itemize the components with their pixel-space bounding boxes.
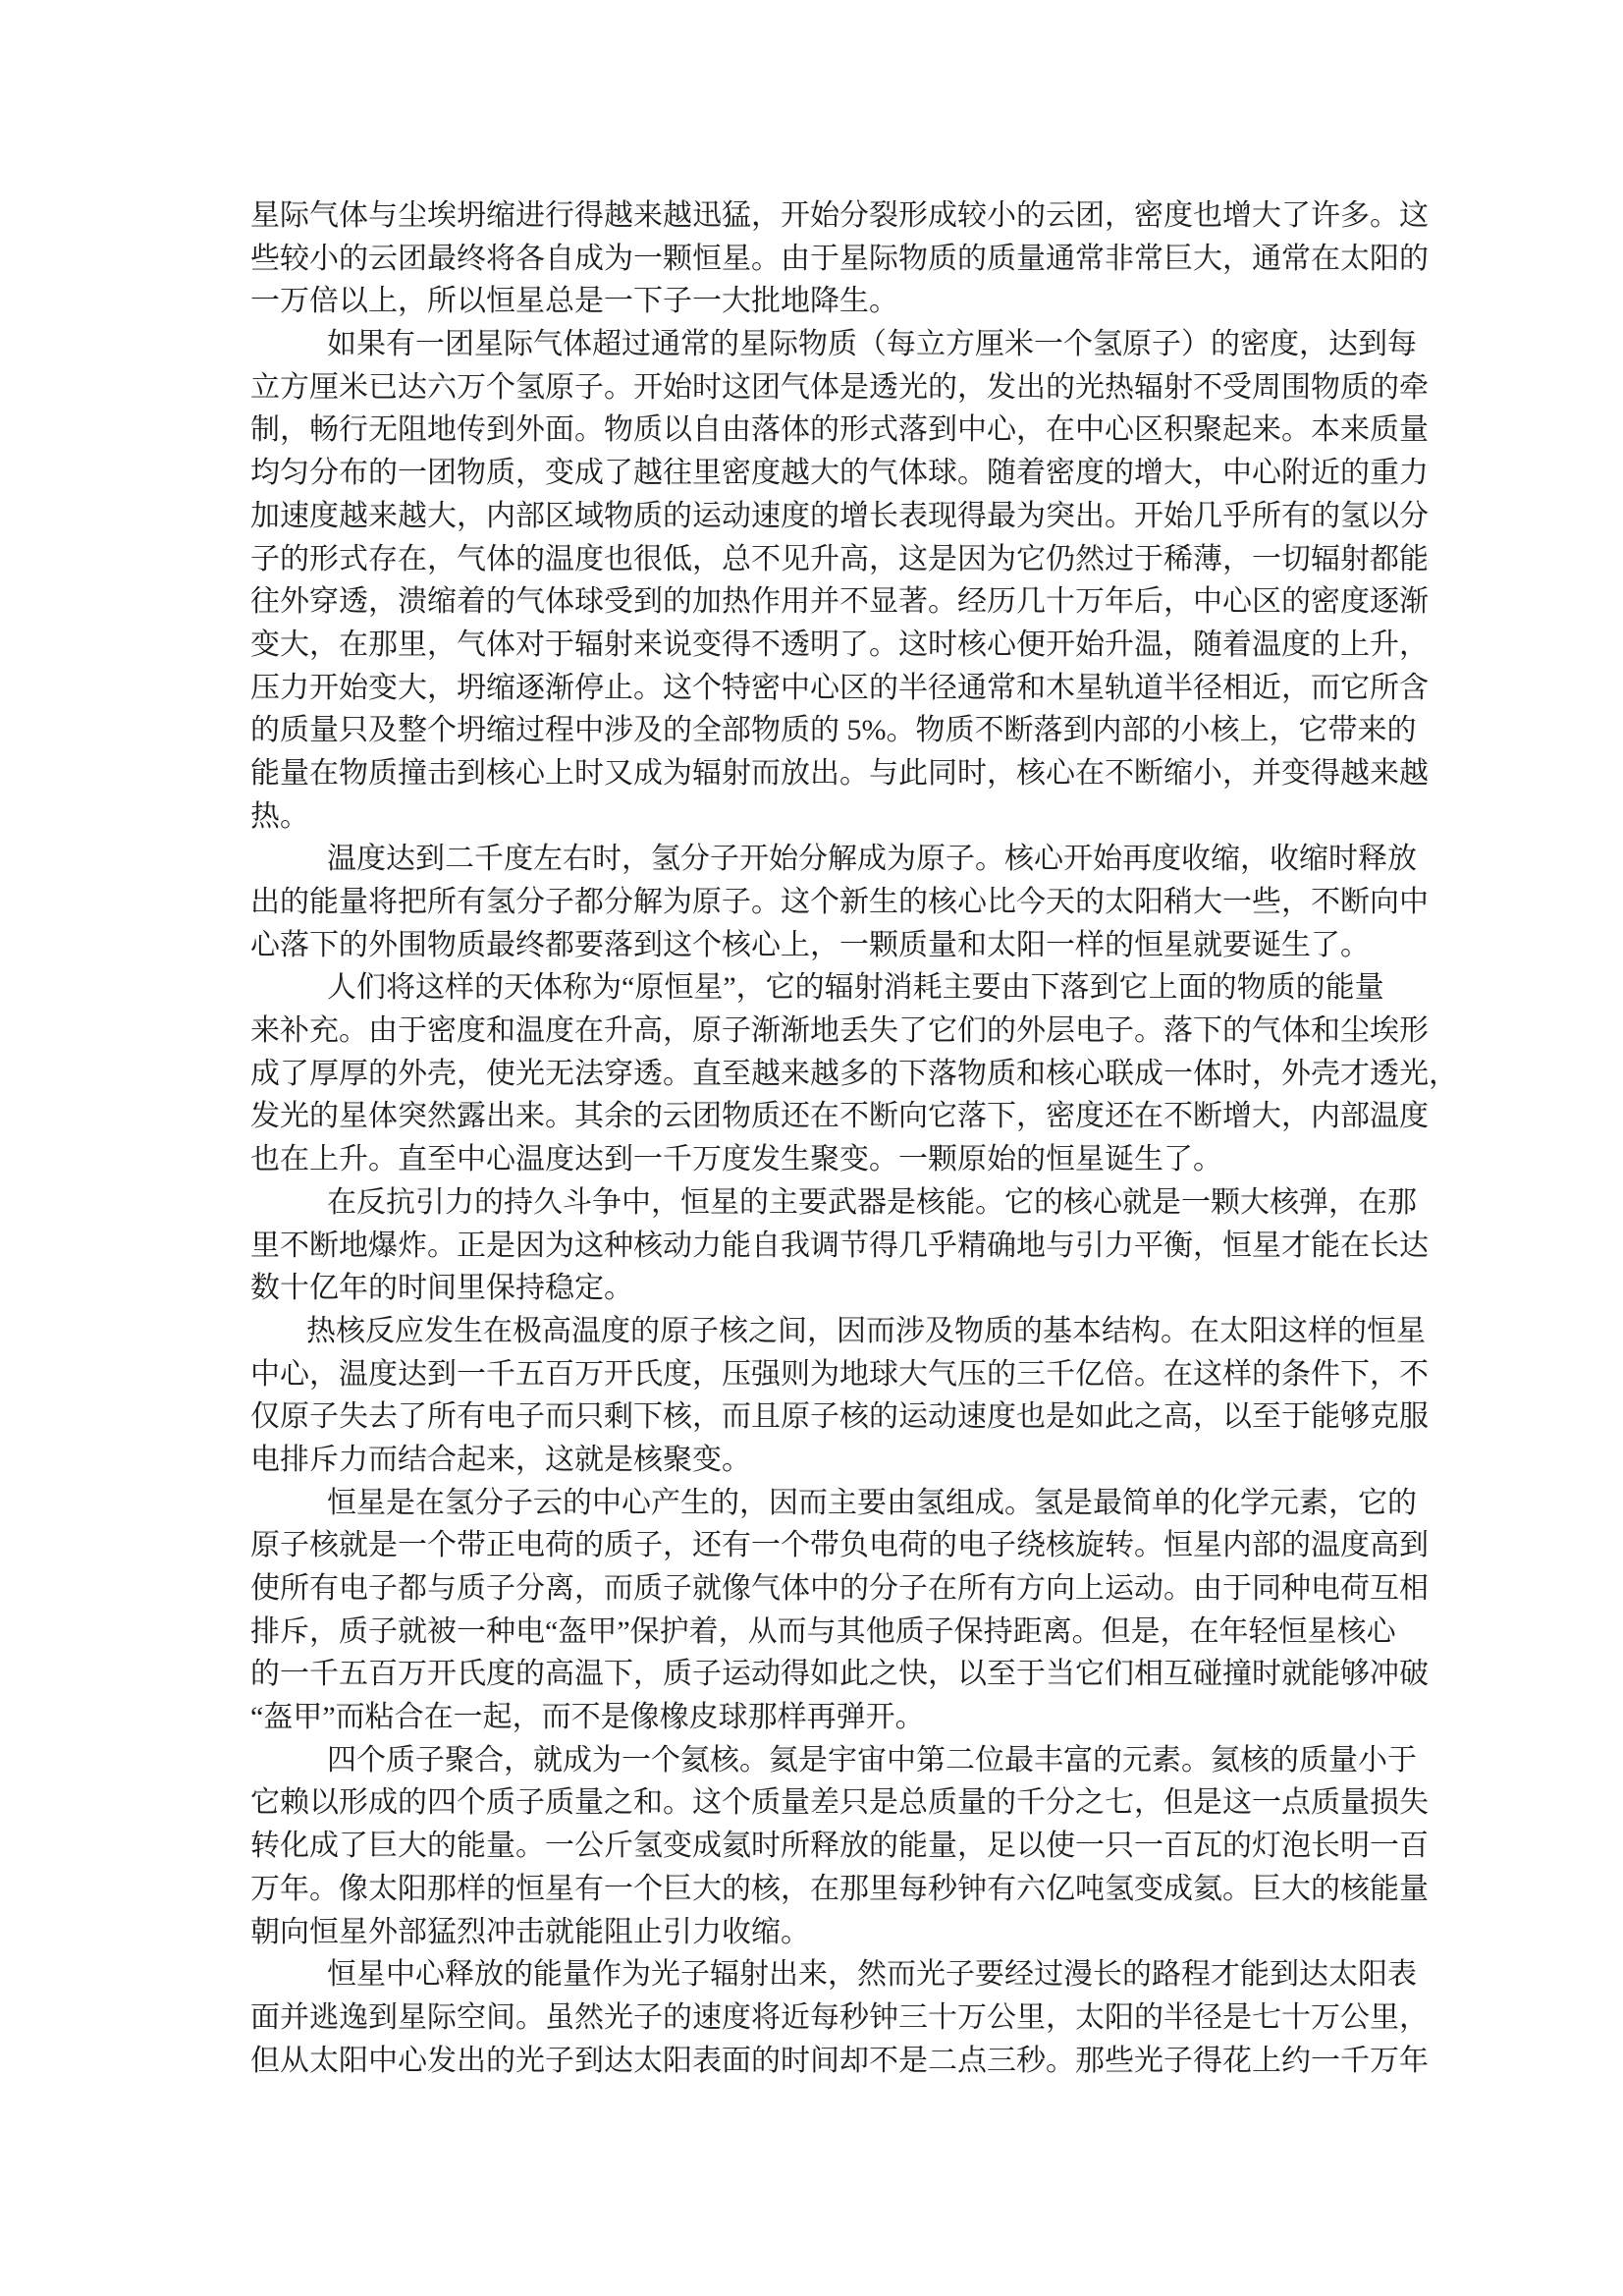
text-line: 些较小的云团最终将各自成为一颗恒星。由于星际物质的质量通常非常巨大，通常在太阳的 — [250, 242, 1429, 275]
document-text — [250, 194, 1458, 2082]
text-line: 使所有电子都与质子分离，而质子就像气体中的分子在所有方向上运动。由于同种电荷互相 — [250, 1572, 1429, 1605]
text-line: 恒星中心释放的能量作为光子辐射出来，然而光子要经过漫长的路程才能到达太阳表 — [327, 1958, 1417, 1992]
text-line: 人们将这样的天体称为“原恒星”，它的辐射消耗主要由下落到它上面的物质的能量 — [327, 971, 1384, 1005]
text-line: 朝向恒星外部猛烈冲击就能阻止引力收缩。 — [250, 1915, 810, 1948]
text-line: 变大，在那里，气体对于辐射来说变得不透明了。这时核心便开始升温，随着温度的上升， — [250, 628, 1429, 661]
text-line: 也在上升。直至中心温度达到一千万度发生聚变。一颗原始的恒星诞生了。 — [250, 1143, 1222, 1176]
text-line: 压力开始变大，坍缩逐渐停止。这个特密中心区的半径通常和木星轨道半径相近，而它所含 — [250, 671, 1429, 704]
text-line: “盔甲”而粘合在一起，而不是像橡皮球那样再弹开。 — [250, 1701, 925, 1734]
text-line: 心落下的外围物质最终都要落到这个核心上，一颗质量和太阳一样的恒星就要诞生了。 — [250, 928, 1370, 961]
text-line: 均匀分布的一团物质，变成了越往里密度越大的气体球。随着密度的增大，中心附近的重力 — [250, 457, 1429, 490]
text-line: 制，畅行无阻地传到外面。物质以自由落体的形式落到中心，在中心区积聚起来。本来质量 — [250, 413, 1429, 447]
text-line: 恒星是在氢分子云的中心产生的，因而主要由氢组成。氢是最简单的化学元素，它的 — [327, 1486, 1417, 1519]
text-line: 能量在物质撞击到核心上时又成为辐射而放出。与此同时，核心在不断缩小，并变得越来越 — [250, 756, 1429, 790]
text-line: 成了厚厚的外壳，使光无法穿透。直至越来越多的下落物质和核心联成一体时，外壳才透光， — [250, 1057, 1458, 1090]
text-line: 但从太阳中心发出的光子到达太阳表面的时间却不是二点三秒。那些光子得花上约一千万年 — [250, 2044, 1429, 2077]
text-line: 如果有一团星际气体超过通常的星际物质（每立方厘米一个氢原子）的密度，达到每 — [327, 328, 1417, 361]
text-line: 往外穿透，溃缩着的气体球受到的加热作用并不显著。经历几十万年后，中心区的密度逐渐 — [250, 585, 1429, 619]
text-line: 来补充。由于密度和温度在升高，原子渐渐地丢失了它们的外层电子。落下的气体和尘埃形 — [250, 1014, 1429, 1048]
text-line: 热核反应发生在极高温度的原子核之间，因而涉及物质的基本结构。在太阳这样的恒星 — [306, 1314, 1426, 1347]
text-line: 转化成了巨大的能量。一公斤氢变成氦时所释放的能量，足以使一只一百瓦的灯泡长明一百 — [250, 1830, 1429, 1863]
text-line: 万年。像太阳那样的恒星有一个巨大的核，在那里每秒钟有六亿吨氢变成氦。巨大的核能量 — [250, 1872, 1429, 1905]
text-line: 星际气体与尘埃坍缩进行得越来越迅猛，开始分裂形成较小的云团，密度也增大了许多。这 — [250, 199, 1429, 232]
text-line: 它赖以形成的四个质子质量之和。这个质量差只是总质量的千分之七，但是这一点质量损失 — [250, 1786, 1429, 1820]
text-line: 发光的星体突然露出来。其余的云团物质还在不断向它落下，密度还在不断增大，内部温度 — [250, 1100, 1429, 1133]
text-line: 原子核就是一个带正电荷的质子，还有一个带负电荷的电子绕核旋转。恒星内部的温度高到 — [250, 1529, 1429, 1562]
text-line: 电排斥力而结合起来，这就是核聚变。 — [250, 1443, 751, 1476]
text-line: 温度达到二千度左右时，氢分子开始分解成为原子。核心开始再度收缩，收缩时释放 — [327, 843, 1417, 876]
text-line: 四个质子聚合，就成为一个氦核。氦是宇宙中第二位最丰富的元素。氦核的质量小于 — [327, 1743, 1417, 1777]
text-line: 出的能量将把所有氢分子都分解为原子。这个新生的核心比今天的太阳稍大一些，不断向中 — [250, 886, 1429, 918]
text-line: 加速度越来越大，内部区域物质的运动速度的增长表现得最为突出。开始几乎所有的氢以分 — [250, 499, 1429, 532]
text-line: 面并逃逸到星际空间。虽然光子的速度将近每秒钟三十万公里，太阳的半径是七十万公里， — [250, 2000, 1429, 2034]
text-line: 一万倍以上，所以恒星总是一下子一大批地降生。 — [250, 285, 898, 318]
text-line: 热。 — [250, 799, 309, 833]
text-line: 数十亿年的时间里保持稳定。 — [250, 1272, 633, 1305]
text-line: 的质量只及整个坍缩过程中涉及的全部物质的 5%。物质不断落到内部的小核上，它带来的 — [250, 714, 1417, 747]
text-line: 在反抗引力的持久斗争中，恒星的主要武器是核能。它的核心就是一颗大核弹，在那 — [327, 1185, 1417, 1219]
text-line: 里不断地爆炸。正是因为这种核动力能自我调节得几乎精确地与引力平衡，恒星才能在长达 — [250, 1229, 1429, 1262]
text-line: 子的形式存在，气体的温度也很低，总不见升高，这是因为它仍然过于稀薄，一切辐射都能 — [250, 542, 1429, 575]
text-line: 仅原子失去了所有电子而只剩下核，而且原子核的运动速度也是如此之高，以至于能够克服 — [250, 1400, 1429, 1434]
text-line: 立方厘米已达六万个氢原子。开始时这团气体是透光的，发出的光热辐射不受周围物质的牵 — [250, 370, 1429, 404]
text-line: 的一千五百万开氏度的高温下，质子运动得如此之快，以至于当它们相互碰撞时就能够冲破 — [250, 1658, 1429, 1691]
text-line: 排斥，质子就被一种电“盔甲”保护着，从而与其他质子保持距离。但是，在年轻恒星核心 — [250, 1614, 1396, 1648]
text-line: 中心，温度达到一千五百万开氏度，压强则为地球大气压的三千亿倍。在这样的条件下，不 — [250, 1357, 1429, 1391]
